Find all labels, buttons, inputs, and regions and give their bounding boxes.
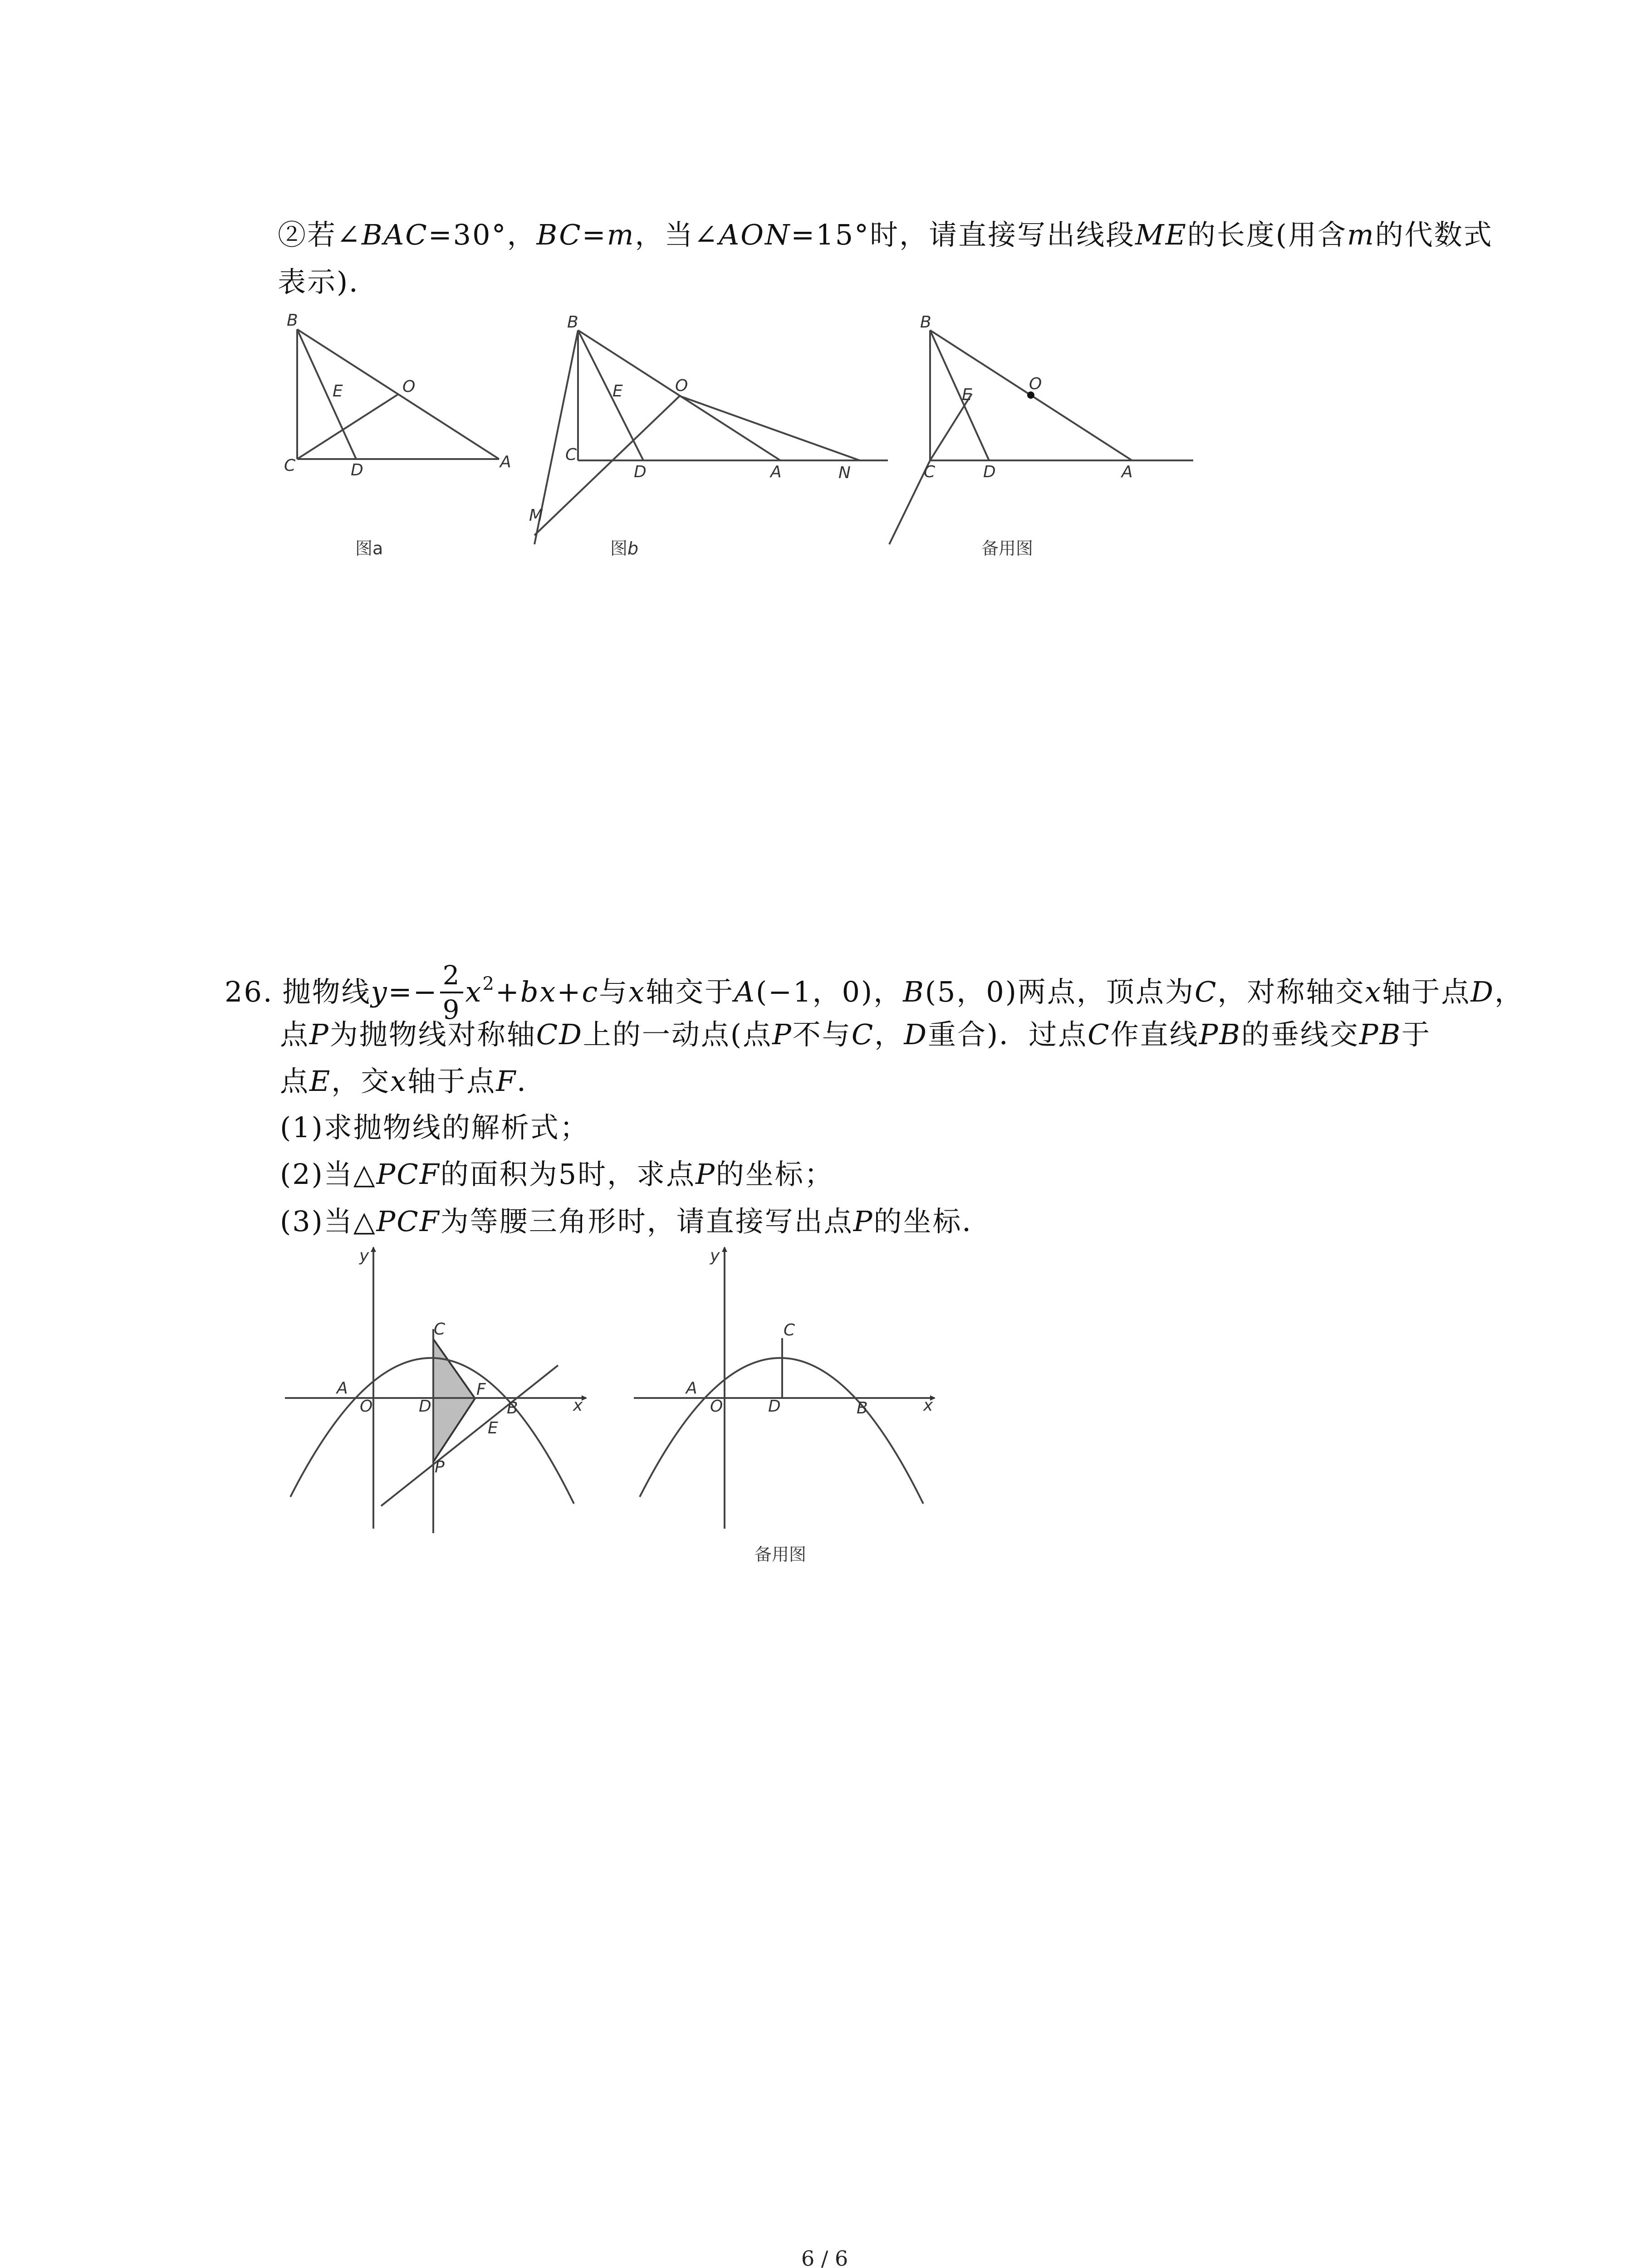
point-name: E <box>309 1065 332 1098</box>
point-name: B <box>903 975 925 1009</box>
variable: m <box>607 218 635 251</box>
q25-part2-line2: 表示)． <box>278 265 379 298</box>
q26-figure-1 <box>285 1246 586 1533</box>
label-C: C <box>784 1321 795 1339</box>
label-O: O <box>1029 375 1042 393</box>
point-name: D <box>1470 975 1495 1009</box>
variable: x <box>1365 975 1382 1009</box>
text: 的面积为5时，求点 <box>440 1158 696 1191</box>
point-name: F <box>496 1065 517 1098</box>
point-name: P <box>853 1205 874 1238</box>
q26-figure-2 <box>634 1246 935 1564</box>
line-PB <box>381 1365 558 1506</box>
label-C: C <box>565 445 577 464</box>
caption-spare: 备用图 <box>981 538 1034 558</box>
caption-fig-a: 图a <box>355 538 383 558</box>
text: ，当∠ <box>635 218 719 251</box>
label-D: D <box>419 1397 431 1416</box>
text: 的坐标； <box>715 1158 834 1191</box>
point-name: C <box>851 1018 875 1051</box>
label-O: O <box>360 1397 373 1416</box>
label-x: x <box>923 1396 933 1415</box>
text: 轴于点 <box>407 1065 496 1098</box>
point-name: P <box>772 1018 793 1051</box>
line-name: PB <box>1359 1018 1402 1051</box>
question-number: 26. <box>225 975 274 1009</box>
text: 轴于点 <box>1382 975 1471 1009</box>
text: =30°， <box>428 218 537 251</box>
variable: b <box>520 975 540 1009</box>
triangle-PCF-shaded <box>433 1339 475 1462</box>
text: 与 <box>599 975 629 1009</box>
triangle-name: PCF <box>376 1205 441 1238</box>
label-B: B <box>287 311 298 330</box>
text: 轴交于 <box>646 975 735 1009</box>
text: (2)当△ <box>280 1158 377 1191</box>
label-N: N <box>838 464 851 482</box>
text: 于 <box>1401 1018 1431 1051</box>
label-A: A <box>686 1379 697 1398</box>
point-name: D <box>904 1018 928 1051</box>
label-A: A <box>1122 463 1133 481</box>
segment-name: CD <box>536 1018 583 1051</box>
label-B: B <box>857 1399 868 1418</box>
variable: x <box>390 1065 408 1098</box>
text: 的垂线交 <box>1241 1018 1359 1051</box>
label-y: y <box>359 1246 369 1265</box>
label-A: A <box>337 1379 348 1398</box>
variable: x <box>465 975 483 1009</box>
fraction-numerator: 2 <box>440 959 464 993</box>
label-C: C <box>284 456 296 475</box>
text: + <box>495 975 520 1009</box>
text: =15°时，请直接写出线段 <box>791 218 1136 251</box>
label-D: D <box>351 461 363 479</box>
label-O: O <box>675 376 688 395</box>
text: 的长度(用含 <box>1187 218 1347 251</box>
label-M: M <box>529 506 544 525</box>
label-E: E <box>333 382 343 401</box>
label-B: B <box>567 313 578 332</box>
text: (−1，0)， <box>755 975 903 1009</box>
exponent: 2 <box>482 973 495 995</box>
label-O: O <box>710 1397 723 1416</box>
page-number: 6 / 6 <box>801 2246 848 2268</box>
label-y: y <box>710 1246 720 1265</box>
segment-name: BC <box>536 218 582 251</box>
label-F: F <box>476 1380 486 1399</box>
point-name: A <box>734 975 756 1009</box>
variable: m <box>1347 218 1375 251</box>
text: 抛物线 <box>282 975 371 1009</box>
point-name: C <box>1195 975 1218 1009</box>
label-O: O <box>402 377 416 396</box>
text: ， <box>1494 975 1524 1009</box>
text: 点 <box>280 1065 310 1098</box>
label-D: D <box>768 1397 781 1416</box>
text: 重合)．过点 <box>928 1018 1088 1051</box>
text: 作直线 <box>1110 1018 1199 1051</box>
text: (5，0)两点，顶点为 <box>925 975 1195 1009</box>
variable: c <box>582 975 599 1009</box>
text: ，交 <box>331 1065 391 1098</box>
text: 的坐标． <box>873 1205 992 1238</box>
label-A: A <box>770 463 782 481</box>
fraction-denominator: 9 <box>442 994 461 1025</box>
caption-spare: 备用图 <box>754 1545 807 1564</box>
label-x: x <box>573 1396 583 1415</box>
label-B: B <box>920 313 931 332</box>
label-D: D <box>983 463 996 481</box>
caption-prefix: 图 <box>610 538 628 558</box>
label-D: D <box>634 463 647 481</box>
text: = <box>582 218 607 251</box>
text: 为抛物线对称轴 <box>329 1018 536 1051</box>
point-name: C <box>1087 1018 1111 1051</box>
text: 的代数式 <box>1375 218 1493 251</box>
line-name: PB <box>1199 1018 1241 1051</box>
text: 上的一动点(点 <box>583 1018 773 1051</box>
label-P: P <box>435 1458 445 1476</box>
q26-sub1: (1)求抛物线的解析式； <box>280 1111 589 1144</box>
text: 点 <box>280 1018 310 1051</box>
label-E: E <box>612 382 623 401</box>
label-E: E <box>962 386 972 404</box>
text: 不与 <box>792 1018 852 1051</box>
segment-name: ME <box>1135 218 1187 251</box>
text: ． <box>517 1065 547 1098</box>
text: 为等腰三角形时，请直接写出点 <box>440 1205 853 1238</box>
text: =− <box>388 975 438 1009</box>
text: ， <box>874 1018 904 1051</box>
label-C: C <box>924 463 936 481</box>
text: ②若∠ <box>278 218 362 251</box>
text: ，对称轴交 <box>1217 975 1365 1009</box>
triangle-name: PCF <box>376 1158 441 1191</box>
variable: x <box>539 975 557 1009</box>
label-E: E <box>488 1419 498 1437</box>
angle-name: AON <box>719 218 791 251</box>
angle-name: BAC <box>361 218 428 251</box>
label-A: A <box>500 453 511 471</box>
variable: x <box>628 975 646 1009</box>
variable: y <box>371 975 388 1009</box>
label-B: B <box>507 1399 518 1418</box>
label-C: C <box>434 1320 446 1339</box>
parabola <box>290 1358 574 1504</box>
text: + <box>557 975 582 1009</box>
text: (3)当△ <box>280 1205 377 1238</box>
caption-letter: b <box>627 538 639 558</box>
point-name: P <box>309 1018 330 1051</box>
point-name: P <box>696 1158 716 1191</box>
